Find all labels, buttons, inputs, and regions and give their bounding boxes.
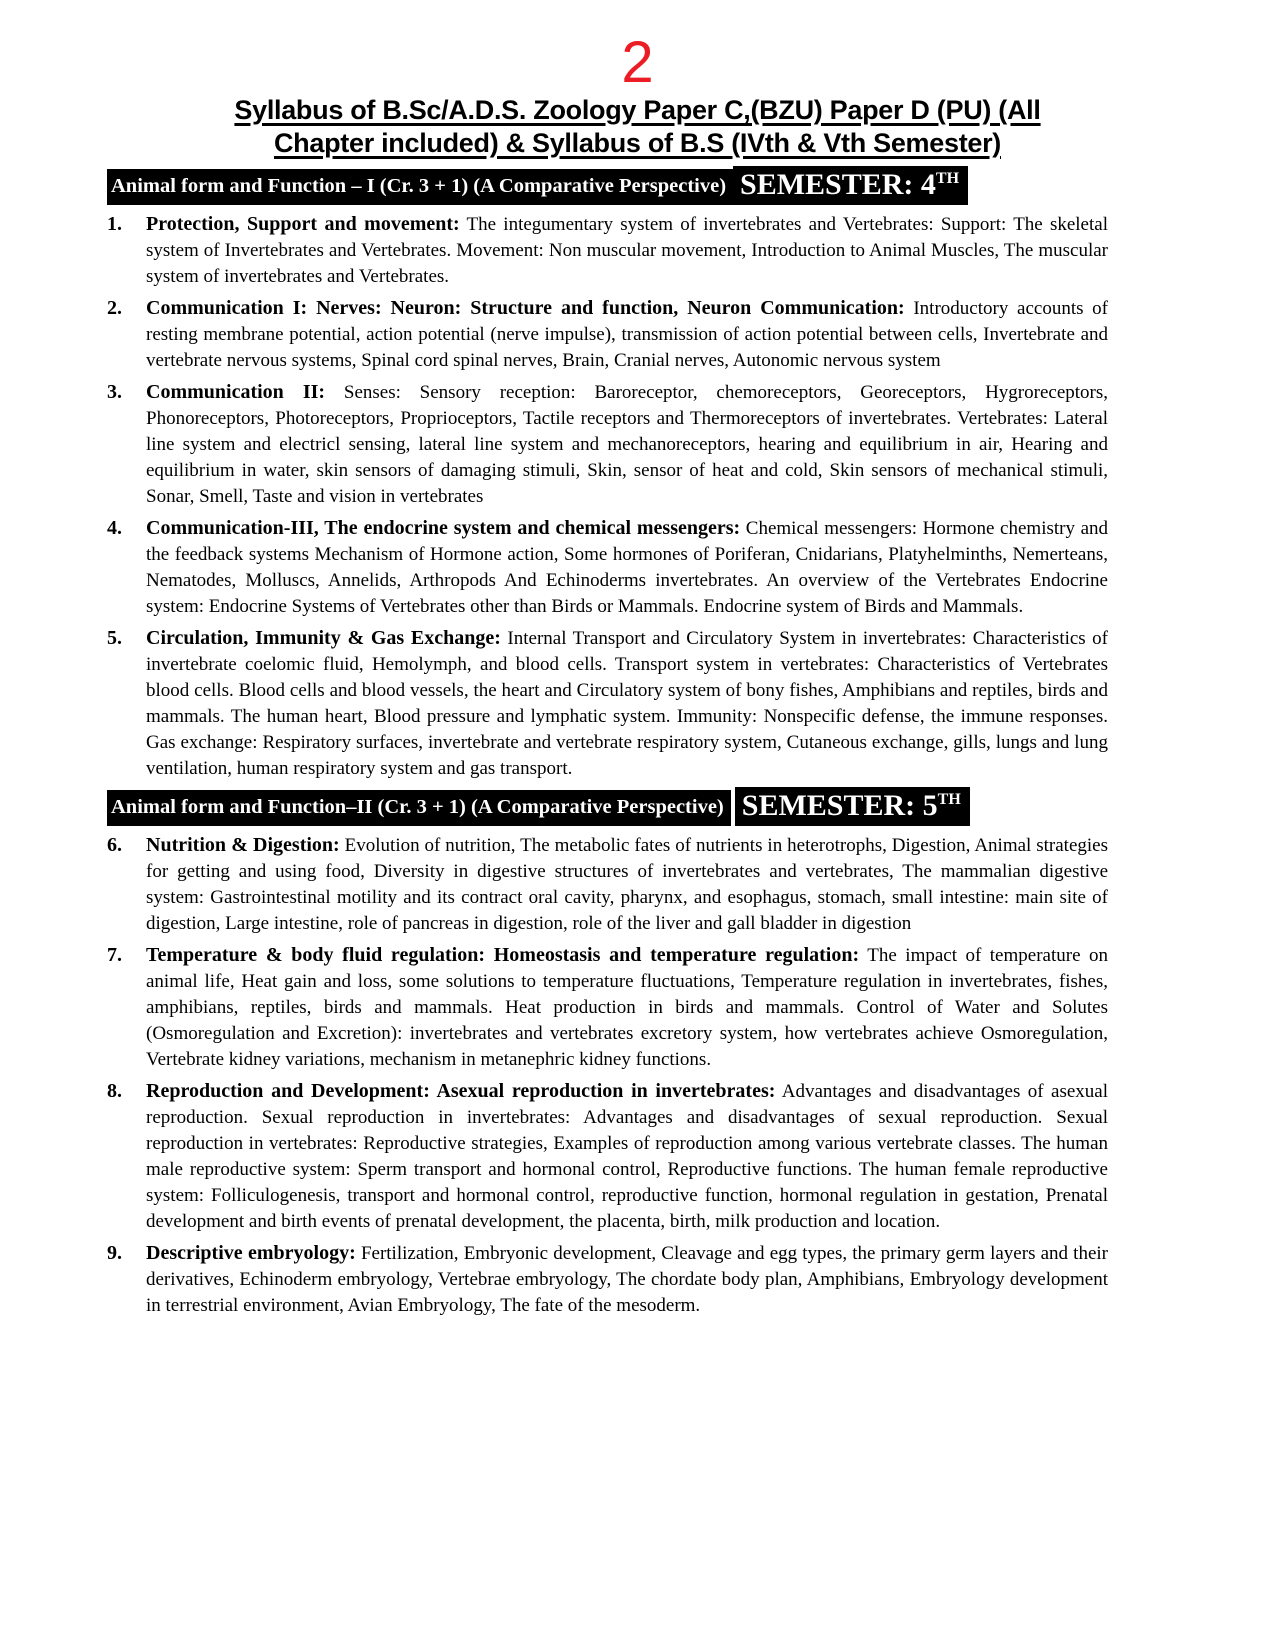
item-body: Evolution of nutrition, The metabolic fates of nutrients in heterotrophs, Digestion, Animal strategies for getting and using food, Diversity in digestive structures of invertebrates and vertebrates, The mammalian digestive system: Gastrointestinal motility and its contract oral cavity, pharynx, and esophagus, stomach, small intestine: main site of digestion, Large intestine, role of pancreas in digestion, role of the liver and gall bladder in digestion [146, 834, 1109, 934]
item-heading: Descriptive embryology: [146, 1241, 356, 1264]
syllabus-item-2 [107, 295, 1108, 374]
item-body: The impact of temperature on animal life, Heat gain and loss, some solutions to temperature fluctuations, Temperature regulation in invertebrates, fishes, amphibians, reptiles, birds and mammals. Heat production in birds and mammals. Control of Water and Solutes (Osmoregulation and Excretion): invertebrates and vertebrates excretory system, how vertebrates achieve Osmoregulation, Vertebrate kidney variations, mechanism in metanephric kidney functions. [146, 944, 1108, 1070]
item-number: 8. [107, 1079, 122, 1102]
page-content [107, 166, 1108, 1319]
syllabus-item-5 [107, 625, 1108, 782]
syllabus-item-3 [107, 379, 1108, 510]
item-body: Introductory accounts of resting membrane potential, action potential (nerve impulse), transmission of action potential between cells, Invertebrate and vertebrate nervous systems, Spinal cord spinal nerves, Brain, Cranial nerves, Autonomic nervous system [146, 297, 1108, 371]
item-body: Senses: Sensory reception: Baroreceptor, chemoreceptors, Georeceptors, Hygroreceptors, Phonoreceptors, Photoreceptors, Proprioceptors, Tactile receptors and Thermoreceptors of invertebrates. Vertebrates: Lateral line system and electricl sensing, lateral line system and mechanoreceptors, hearing and equilibrium in air, Hearing and equilibrium in water, skin sensors of damaging stimuli, Skin, sensor of heat and cold, Skin sensors of mechanical stimuli, Sonar, Smell, Taste and vision in vertebrates [146, 381, 1108, 507]
item-body: Fertilization, Embryonic development, Cleavage and egg types, the primary germ layers and their derivatives, Echinoderm embryology, Vertebrae embryology, The chordate body plan, Amphibians, Embryology development in terrestrial environment, Avian Embryology, The fate of the mesoderm. [146, 1242, 1108, 1316]
section-banner-semester-5 [107, 787, 1108, 826]
item-heading: Temperature & body fluid regulation: Homeostasis and temperature regulation: [146, 943, 860, 966]
banner-semester [735, 787, 970, 826]
banner-semester-text: SEMESTER: 5 [741, 788, 938, 822]
item-heading: Circulation, Immunity & Gas Exchange: [146, 626, 501, 649]
page-number: 2 [621, 30, 654, 95]
syllabus-item-4 [107, 515, 1108, 620]
item-number: 7. [107, 943, 122, 966]
item-number: 2. [107, 296, 122, 319]
item-number: 9. [107, 1241, 122, 1264]
section-2-items [107, 832, 1108, 1319]
item-number: 5. [107, 626, 122, 649]
item-body: Advantages and disadvantages of asexual reproduction. Sexual reproduction in invertebrates: Advantages and disadvantages of sexual reproduction. Sexual reproduction in vertebrates: Reproductive strategies, Examples of reproduction among various vertebrate classes. The human male reproductive system: Sperm transport and hormonal control, Reproductive functions. The human female reproductive system: Folliculogenesis, transport and hormonal control, reproductive function, hormonal regulation in gestation, Prenatal development and birth events of prenatal development, the placenta, birth, milk production and location. [146, 1080, 1108, 1232]
banner-label: Animal form and Function–II (Cr. 3 + 1) (A Comparative Perspective) [107, 790, 731, 826]
syllabus-item-9 [107, 1240, 1108, 1319]
banner-semester-text: SEMESTER: 4 [740, 167, 936, 201]
syllabus-item-8 [107, 1078, 1108, 1235]
item-heading: Reproduction and Development: Asexual reproduction in invertebrates: [146, 1079, 776, 1102]
title-line-1: Syllabus of B.Sc/A.D.S. Zoology Paper C,(BZU) Paper D (PU) (All [234, 95, 1041, 125]
section-banner-semester-4 [107, 166, 1108, 205]
syllabus-item-1 [107, 211, 1108, 290]
item-number: 4. [107, 516, 122, 539]
section-1-items [107, 211, 1108, 782]
item-number: 6. [107, 833, 122, 856]
banner-semester-sup: TH [935, 169, 960, 187]
banner-label: Animal form and Function – I (Cr. 3 + 1) (A Comparative Perspective) [107, 169, 733, 205]
item-heading: Nutrition & Digestion: [146, 833, 340, 856]
item-number: 3. [107, 380, 122, 403]
banner-semester [733, 166, 968, 205]
item-heading: Communication I: Nerves: Neuron: Structure and function, Neuron Communication: [146, 296, 905, 319]
page-title [128, 94, 1148, 160]
item-heading: Communication-III, The endocrine system and chemical messengers: [146, 516, 741, 539]
banner-semester-sup: TH [937, 790, 961, 808]
item-body: Internal Transport and Circulatory System in invertebrates: Characteristics of invertebrate coelomic fluid, Hemolymph, and blood cells. Transport system in vertebrates: Characteristics of Vertebrates blood cells. Blood cells and blood vessels, the heart and Circulatory system of bony fishes, Amphibians and reptiles, birds and mammals. The human heart, Blood pressure and lymphatic system. Immunity: Nonspecific defense, the immune responses. Gas exchange: Respiratory surfaces, invertebrate and vertebrate respiratory system, Cutaneous exchange, gills, lungs and lung ventilation, human respiratory system and gas transport. [146, 627, 1109, 779]
item-number: 1. [107, 212, 122, 235]
item-body: Chemical messengers: Hormone chemistry and the feedback systems Mechanism of Hormone action, Some hormones of Poriferan, Cnidarians, Platyhelminths, Nemerteans, Nematodes, Molluscs, Annelids, Arthropods And Echinoderms invertebrates. An overview of the Vertebrates Endocrine system: Endocrine Systems of Vertebrates other than Birds or Mammals. Endocrine system of Birds and Mammals. [146, 517, 1109, 617]
item-heading: Protection, Support and movement: [146, 212, 460, 235]
item-heading: Communication II: [146, 380, 326, 403]
syllabus-item-6 [107, 832, 1108, 937]
title-line-2: Chapter included) & Syllabus of B.S (IVth & Vth Semester) [273, 127, 1001, 158]
syllabus-item-7 [107, 942, 1108, 1073]
item-body: The integumentary system of invertebrates and Vertebrates: Support: The skeletal system of Invertebrates and Vertebrates. Movement: Non muscular movement, Introduction to Animal Muscles, The muscular system of invertebrates and Vertebrates. [146, 213, 1108, 287]
